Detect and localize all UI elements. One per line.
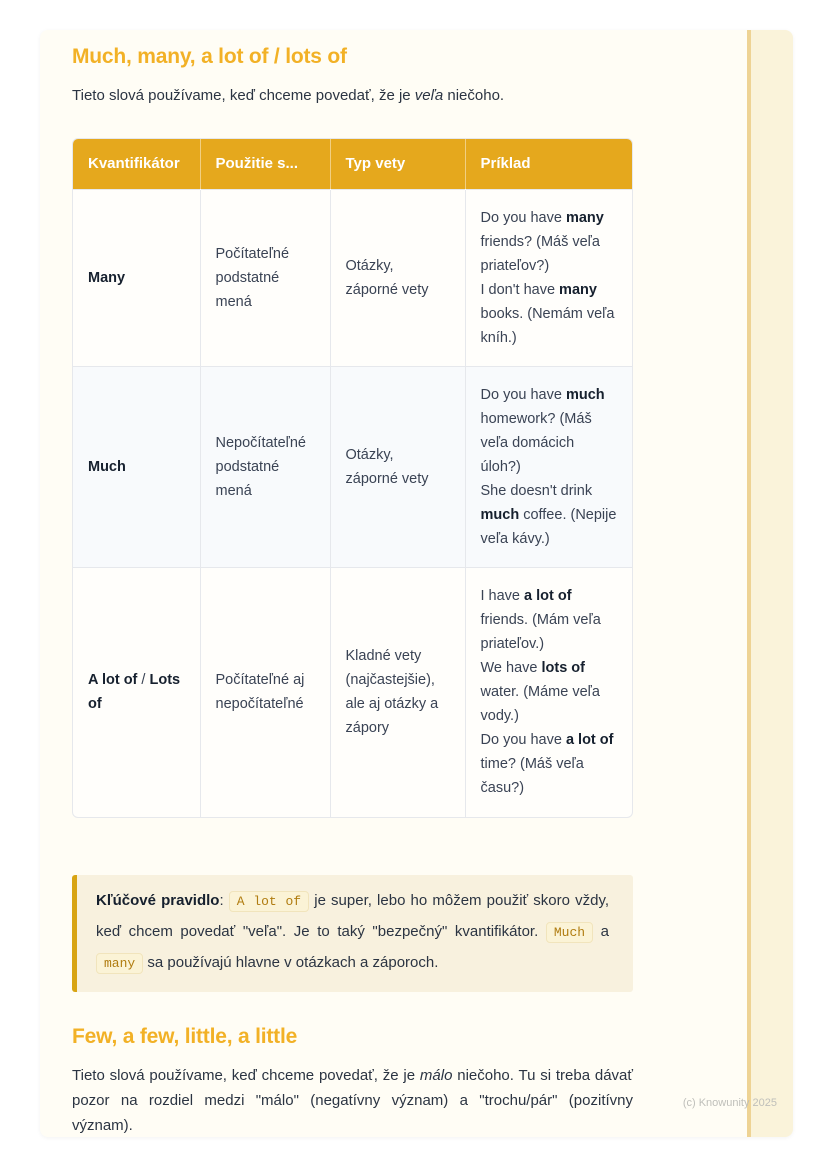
content-column	[72, 45, 633, 1138]
column-header: Príklad	[465, 139, 632, 189]
key-rule-callout	[72, 875, 633, 992]
column-header: Typ vety	[330, 139, 465, 189]
cell-quantifier: Much	[73, 366, 200, 567]
column-header: Kvantifikátor	[73, 139, 200, 189]
table-body	[73, 189, 632, 817]
cell-sentence-type: Kladné vety (najčastejšie), ale aj otázky a zápory	[330, 567, 465, 817]
right-accent-stripe	[747, 30, 793, 1137]
key-rule-text: Kľúčové pravidlo: A lot of je super, lebo ho môžem použiť skoro vždy, keď chcem povedať "veľa". Je to taký "bezpečný" kvantifikátor. Much a many sa používajú hlavne v otázkach a záporoch.	[96, 886, 609, 979]
watermark: (c) Knowunity 2025	[682, 1097, 777, 1109]
section-title-much: Much, many, a lot of / lots of	[72, 45, 347, 68]
section-title-few: Few, a few, little, a little	[72, 1025, 298, 1048]
column-header: Použitie s...	[200, 139, 330, 189]
table-header-row	[73, 139, 632, 189]
table-row	[73, 366, 632, 567]
cell-sentence-type: Otázky, záporné vety	[330, 189, 465, 366]
cell-quantifier: A lot of / Lots of	[73, 567, 200, 817]
cell-usage: Nepočítateľné podstatné mená	[200, 366, 330, 567]
worksheet-card	[40, 30, 793, 1137]
cell-quantifier: Many	[73, 189, 200, 366]
cell-usage: Počítateľné aj nepočítateľné	[200, 567, 330, 817]
cell-usage: Počítateľné podstatné mená	[200, 189, 330, 366]
table-row	[73, 189, 632, 366]
section-intro-few: Tieto slová používame, keď chceme povedať, že je málo niečoho. Tu si treba dávať pozor na rozdiel medzi "málo" (negatívny význam) a "trochu/pár" (pozitívny význam).	[72, 1067, 634, 1134]
cell-example: Do you have many friends? (Máš veľa priateľov?) I don't have many books. (Nemám veľa kníh.)	[465, 189, 632, 366]
cell-sentence-type: Otázky, záporné vety	[330, 366, 465, 567]
cell-example: Do you have much homework? (Máš veľa domácich úloh?) She doesn't drink much coffee. (Nepije veľa kávy.)	[465, 366, 632, 567]
quantifiers-table-wrap	[72, 138, 633, 818]
table-row	[73, 567, 632, 817]
section-intro-much: Tieto slová používame, keď chceme povedať, že je veľa niečoho.	[72, 87, 505, 104]
quantifiers-table	[73, 139, 632, 817]
cell-example: I have a lot of friends. (Mám veľa priateľov.) We have lots of water. (Máme veľa vody.) Do you have a lot of time? (Máš veľa času?)	[465, 567, 632, 817]
